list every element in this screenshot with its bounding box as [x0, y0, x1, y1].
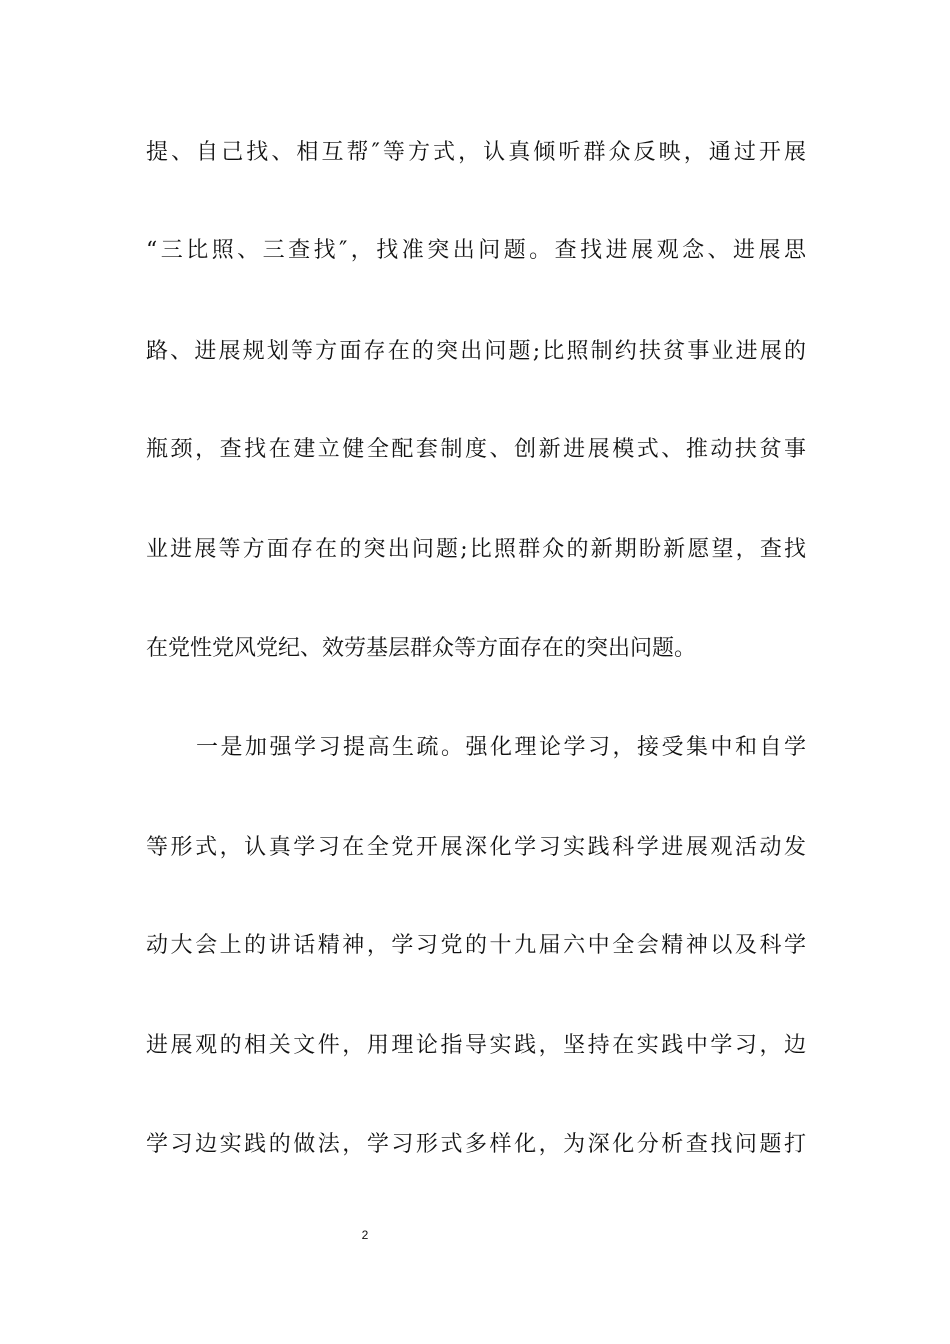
text-line-1: 提、自己找、相互帮″等方式，认真倾听群众反映，通过开展: [146, 140, 806, 165]
page-number: 2: [361, 1228, 369, 1242]
text-line-5: 业进展等方面存在的突出问题;比照群众的新期盼新愿望，查找: [146, 537, 806, 562]
text-line-2: “三比照、三查找″，找准突出问题。查找进展观念、进展思: [146, 238, 806, 263]
text-line-9: 动大会上的讲话精神，学习党的十九届六中全会精神以及科学: [146, 933, 806, 958]
text-line-10: 进展观的相关文件，用理论指导实践，坚持在实践中学习，边: [146, 1033, 806, 1058]
text-line-4: 瓶颈，查找在建立健全配套制度、创新进展模式、推动扶贫事: [146, 437, 806, 462]
text-line-3: 路、进展规划等方面存在的突出问题;比照制约扶贫事业进展的: [146, 339, 806, 364]
text-line-7: 一是加强学习提高生疏。强化理论学习，接受集中和自学: [196, 735, 806, 760]
text-line-8: 等形式，认真学习在全党开展深化学习实践科学进展观活动发: [146, 835, 806, 860]
text-line-11: 学习边实践的做法，学习形式多样化，为深化分析查找问题打: [146, 1132, 806, 1157]
text-line-6: 在党性党风党纪、效劳基层群众等方面存在的突出问题。: [146, 636, 697, 661]
